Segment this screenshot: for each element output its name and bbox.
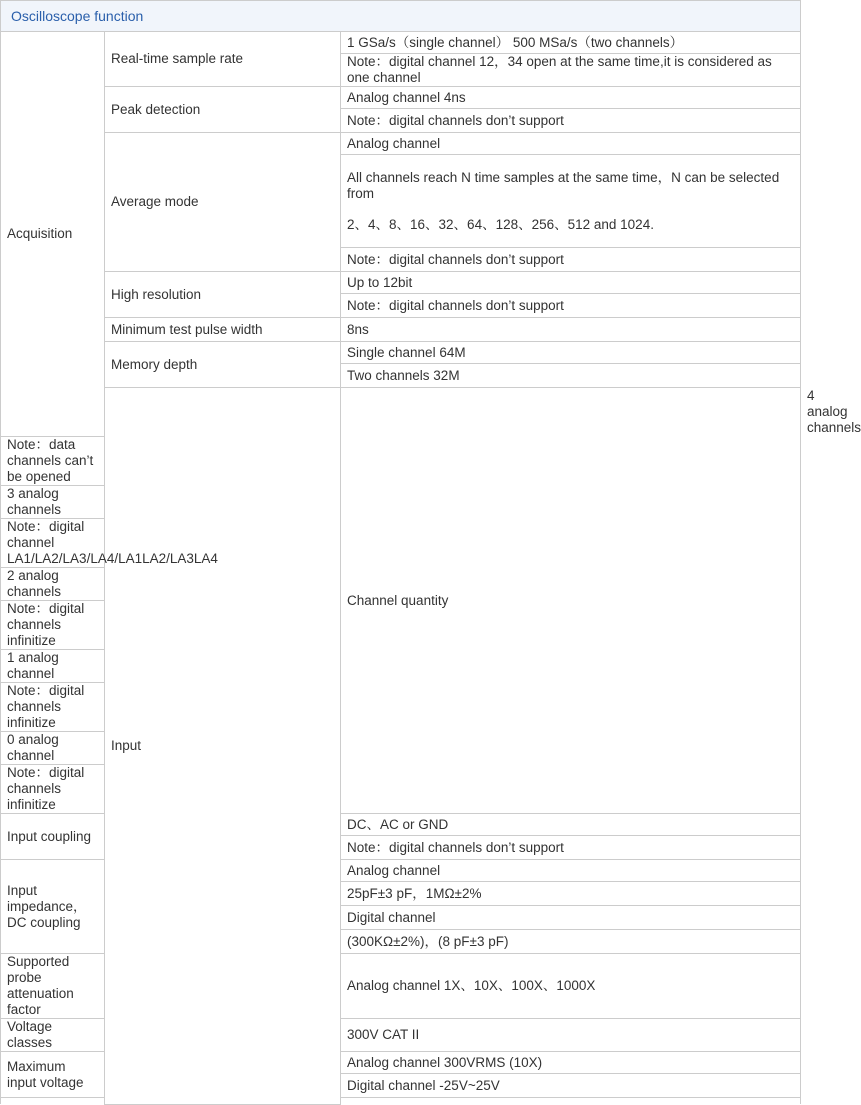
value-cell: Digital channel -25V~25V xyxy=(341,1074,801,1098)
value-cell: Note：digital channels infinitize xyxy=(1,683,105,732)
value-cell: Analog channel xyxy=(341,133,801,155)
param-average-mode: Average mode xyxy=(105,133,341,272)
value-cell: Note：digital channels infinitize xyxy=(1,765,105,814)
value-text: 2、4、8、16、32、64、128、256、512 and 1024. xyxy=(347,216,654,232)
value-cell: 1 GSa/s（single channel） 500 MSa/s（two channels） xyxy=(341,32,801,54)
value-cell: 25pF±3 pF，1MΩ±2% xyxy=(341,882,801,906)
value-cell: 3 analog channels xyxy=(1,486,105,519)
value-text: All channels reach N time samples at the same time，N can be selected from xyxy=(347,169,780,201)
value-cell: Single channel 64M xyxy=(341,342,801,364)
value-cell: Note：digital channels don’t support xyxy=(341,836,801,860)
table-title: Oscilloscope function xyxy=(1,1,801,32)
param-channel-quantity: Channel quantity xyxy=(341,388,801,814)
value-cell: Up to 12bit xyxy=(341,272,801,294)
category-input: Input xyxy=(105,388,341,1105)
table-row xyxy=(1,272,801,294)
value-cell: Two channels 32M xyxy=(341,364,801,388)
value-cell: Note：data channels can’t be opened xyxy=(1,437,105,486)
empty-cell xyxy=(341,1098,801,1105)
table-row xyxy=(1,87,801,109)
param-memory-depth: Memory depth xyxy=(105,342,341,388)
value-cell: Analog channel 300VRMS (10X) xyxy=(341,1052,801,1074)
param-input-coupling: Input coupling xyxy=(1,814,105,860)
value-cell: 8ns xyxy=(341,318,801,342)
value-cell: 1 analog channel xyxy=(1,650,105,683)
param-peak-detection: Peak detection xyxy=(105,87,341,133)
param-min-pulse-width: Minimum test pulse width xyxy=(105,318,341,342)
param-probe-attenuation: Supported probe attenuation factor xyxy=(1,954,105,1019)
param-high-resolution: High resolution xyxy=(105,272,341,318)
param-sample-rate: Real-time sample rate xyxy=(105,32,341,87)
param-input-impedance: Input impedance，DC coupling xyxy=(1,860,105,954)
value-cell-multiline xyxy=(341,155,801,248)
table-row: Input Channel quantity 4 analog channels xyxy=(1,388,801,437)
param-max-input-voltage: Maximum input voltage xyxy=(1,1052,105,1098)
table-row xyxy=(1,342,801,364)
value-cell: Note：digital channels don’t support xyxy=(341,294,801,318)
value-cell: Note：digital channel 12，34 open at the same time,it is considered as one channel xyxy=(341,54,801,87)
value-cell: Note：digital channels infinitize xyxy=(1,601,105,650)
table-row xyxy=(1,133,801,155)
value-cell: Digital channel xyxy=(341,906,801,930)
value-cell: 300V CAT II xyxy=(341,1019,801,1052)
value-cell: Note：digital channel LA1/LA2/LA3/LA4/LA1LA2/LA3LA4 xyxy=(1,519,105,568)
value-cell: (300KΩ±2%)，(8 pF±3 pF) xyxy=(341,930,801,954)
empty-cell xyxy=(1,1098,105,1105)
value-cell: Analog channel xyxy=(341,860,801,882)
param-voltage-classes: Voltage classes xyxy=(1,1019,105,1052)
table-row xyxy=(1,318,801,342)
value-cell: Note：digital channels don’t support xyxy=(341,248,801,272)
value-cell: Analog channel 4ns xyxy=(341,87,801,109)
title-row xyxy=(1,1,801,32)
value-cell: DC、AC or GND xyxy=(341,814,801,836)
table-row xyxy=(1,32,801,54)
value-cell: Note：digital channels don’t support xyxy=(341,109,801,133)
category-acquisition: Acquisition xyxy=(1,32,105,437)
value-cell: 0 analog channel xyxy=(1,732,105,765)
value-cell: Analog channel 1X、10X、100X、1000X xyxy=(341,954,801,1019)
value-cell: 2 analog channels xyxy=(1,568,105,601)
